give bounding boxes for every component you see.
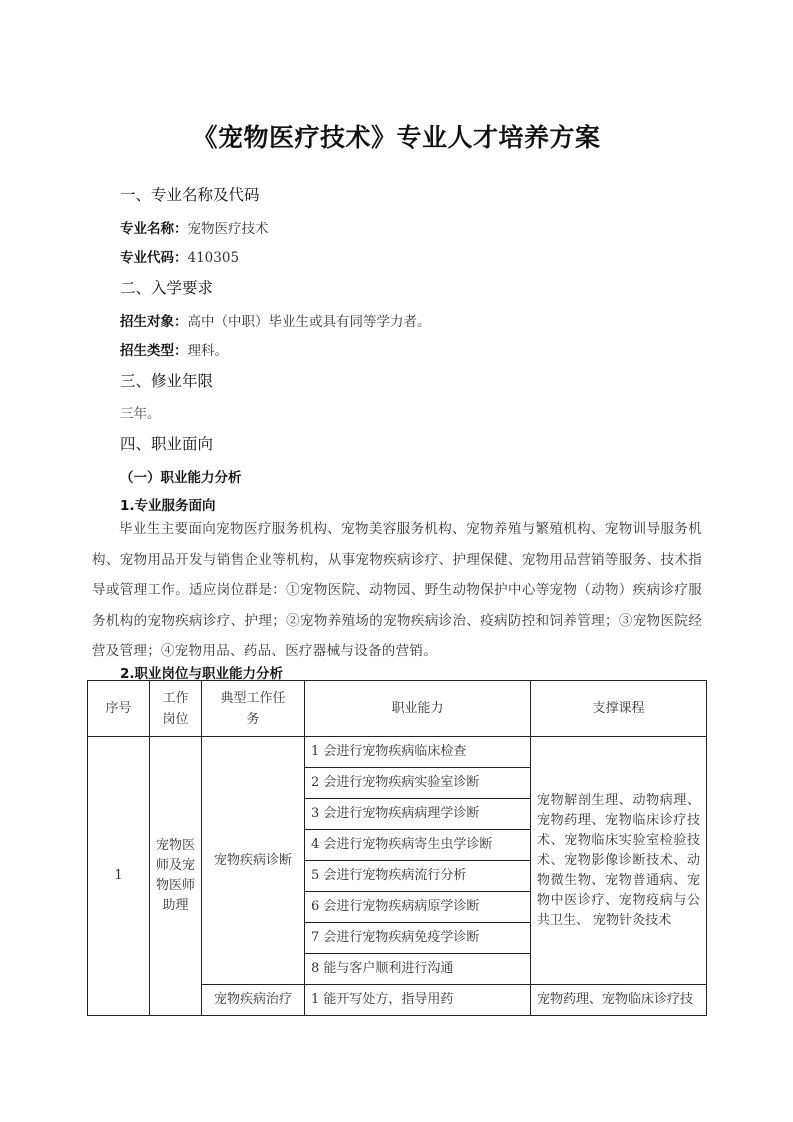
section-heading-career: 四、职业面向 <box>120 435 214 453</box>
cell-ability: 1 会进行宠物疾病临床检查 <box>305 737 531 768</box>
header-course: 支撑课程 <box>531 681 707 737</box>
field-label: 专业代码： <box>120 250 188 266</box>
career-ability-table <box>87 680 707 1016</box>
cell-course: 宠物解剖生理、动物病理、宠物药理、宠物临床诊疗技术、宠物临床实验室检验技术、宠物影像诊断技术、动物微生物、宠物普通病、宠物中医诊疗、宠物疫病与公共卫生、 宠物针灸技术 <box>531 737 707 985</box>
field-enrollment-target <box>120 310 431 330</box>
cell-post: 宠物医师及宠物医师助理 <box>150 737 202 1016</box>
field-major-name <box>120 217 269 237</box>
cell-ability: 5 会进行宠物疾病流行分析 <box>305 861 531 892</box>
cell-ability: 2 会进行宠物疾病实验室诊断 <box>305 768 531 799</box>
field-enrollment-type <box>120 339 228 359</box>
header-post: 工作岗位 <box>150 681 202 737</box>
cell-ability: 1 能开写处方，指导用药 <box>305 985 531 1016</box>
field-value: 理科。 <box>187 343 228 359</box>
section-heading-duration: 三、修业年限 <box>120 372 214 390</box>
cell-task: 宠物疾病诊断 <box>202 737 305 985</box>
field-label: 专业名称： <box>120 221 188 237</box>
field-label: 招生对象： <box>120 314 188 330</box>
table-row <box>88 737 707 768</box>
cell-ability: 3 会进行宠物疾病病理学诊断 <box>305 799 531 830</box>
service-orientation-paragraph: 毕业生主要面向宠物医疗服务机构、宠物美容服务机构、宠物养殖与繁殖机构、宠物训导服务机构、宠物用品开发与销售企业等机构，从事宠物疾病诊疗、护理保健、宠物用品营销等服务、技术指导或管理工作。适应岗位群是：①宠物医院、动物园、野生动物保护中心等宠物（动物）疾病诊疗服务机构的宠物疾病诊疗、护理；②宠物养殖场的宠物疾病诊治、疫病防控和饲养管理；③宠物医院经营及管理；④宠物用品、药品、医疗器械与设备的营销。 <box>92 521 702 659</box>
field-label: 招生类型： <box>120 343 188 359</box>
field-value: 410305 <box>187 250 240 266</box>
subsection-ability-analysis: （一）职业能力分析 <box>120 470 242 486</box>
cell-ability: 4 会进行宠物疾病寄生虫学诊断 <box>305 830 531 861</box>
cell-ability: 8 能与客户顺利进行沟通 <box>305 954 531 985</box>
section-heading-admission: 二、入学要求 <box>120 279 214 297</box>
header-task: 典型工作任务 <box>202 681 305 737</box>
subsection-service-orientation: 1.专业服务面向 <box>120 498 216 514</box>
table-header-row <box>88 681 707 737</box>
cell-no: 1 <box>88 737 150 1016</box>
header-ability: 职业能力 <box>305 681 531 737</box>
field-value: 高中（中职）毕业生或具有同等学力者。 <box>187 314 431 330</box>
section-heading-major: 一、专业名称及代码 <box>120 186 260 204</box>
field-value: 宠物医疗技术 <box>187 221 269 237</box>
document-title: 《宠物医疗技术》专业人才培养方案 <box>192 123 601 152</box>
header-no: 序号 <box>88 681 150 737</box>
field-major-code <box>120 246 239 266</box>
cell-ability: 7 会进行宠物疾病免疫学诊断 <box>305 923 531 954</box>
duration-text: 三年。 <box>120 406 161 422</box>
subsection-post-ability: 2.职业岗位与职业能力分析 <box>120 666 284 682</box>
cell-course: 宠物药理、宠物临床诊疗技 <box>531 985 707 1016</box>
cell-ability: 6 会进行宠物疾病病原学诊断 <box>305 892 531 923</box>
cell-task: 宠物疾病治疗 <box>202 985 305 1016</box>
